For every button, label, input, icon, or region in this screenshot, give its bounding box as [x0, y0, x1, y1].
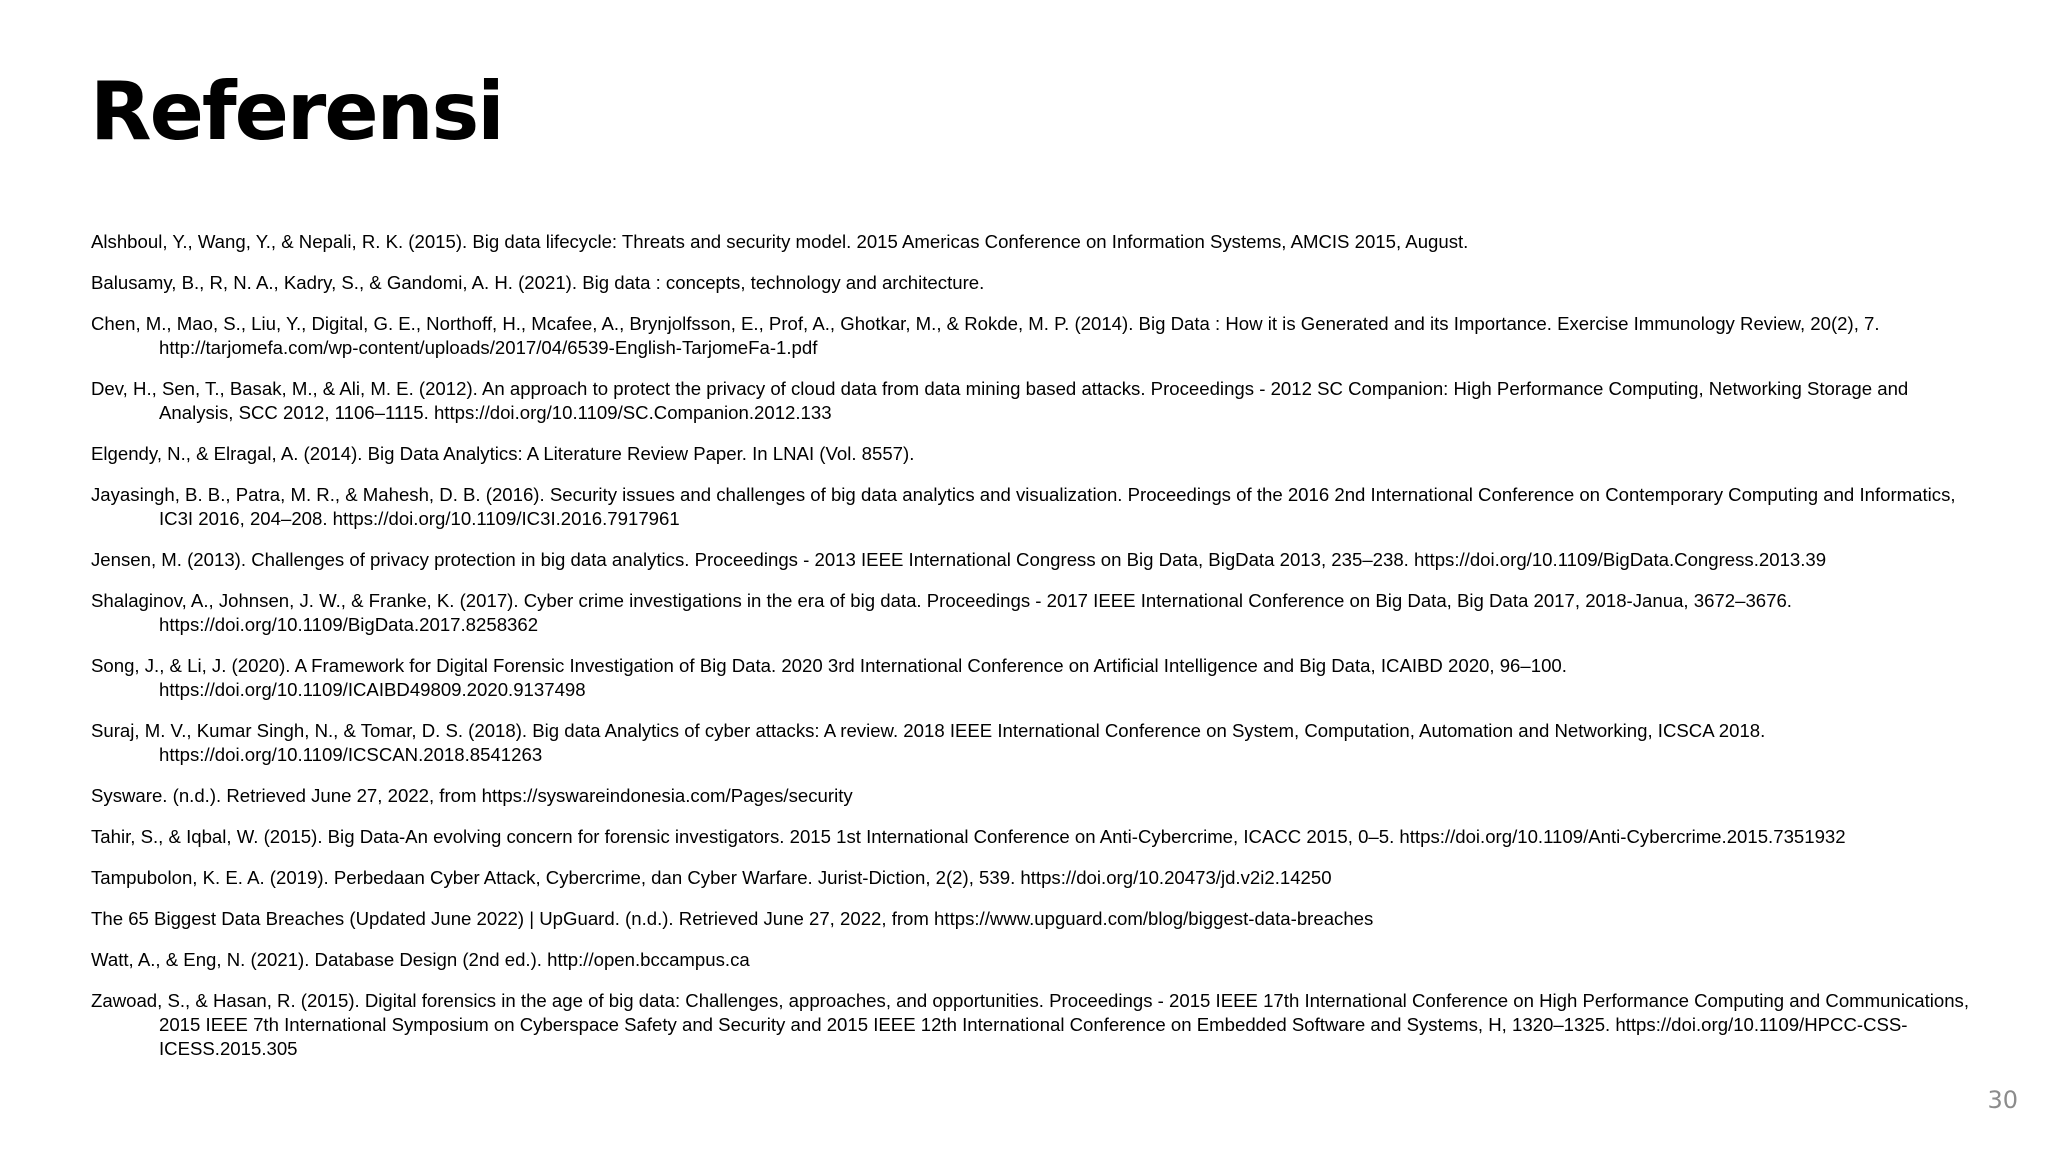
reference-item: Elgendy, N., & Elragal, A. (2014). Big Data Analytics: A Literature Review Paper. In LNAI (Vol. 8557).	[91, 443, 915, 464]
reference-item: Balusamy, B., R, N. A., Kadry, S., & Gandomi, A. H. (2021). Big data : concepts, technology and architecture.	[91, 272, 985, 293]
reference-item: Watt, A., & Eng, N. (2021). Database Design (2nd ed.). http://open.bccampus.ca	[91, 949, 750, 970]
reference-item: Suraj, M. V., Kumar Singh, N., & Tomar, D. S. (2018). Big data Analytics of cyber attacks: A review. 2018 IEEE International Conference on System, Computation, Automation and Networking, ICSCA 2018. https://doi.org/10.1109/ICSCAN.2018.8541263	[91, 720, 1766, 765]
slide-title: Referensi	[90, 65, 503, 158]
reference-item: Zawoad, S., & Hasan, R. (2015). Digital forensics in the age of big data: Challenges, approaches, and opportunities. Proceedings - 2015 IEEE 17th International Conference on High Performance Computing and Communications, 2015 IEEE 7th International Symposium on Cyberspace Safety and Security and 2015 IEEE 12th International Conference on Embedded Software and Systems, H, 1320–1325. https://doi.org/10.1109/HPCC-CSS-ICESS.2015.305	[91, 990, 1970, 1059]
reference-item: Song, J., & Li, J. (2020). A Framework for Digital Forensic Investigation of Big Data. 2020 3rd International Conference on Artificial Intelligence and Big Data, ICAIBD 2020, 96–100. https://doi.org/10.1109/ICAIBD49809.2020.9137498	[91, 655, 1567, 700]
reference-item: Tampubolon, K. E. A. (2019). Perbedaan Cyber Attack, Cybercrime, dan Cyber Warfare. Jurist-Diction, 2(2), 539. https://doi.org/10.20473/jd.v2i2.14250	[91, 867, 1332, 888]
reference-item: Tahir, S., & Iqbal, W. (2015). Big Data-An evolving concern for forensic investigators. 2015 1st International Conference on Anti-Cybercrime, ICACC 2015, 0–5. https://doi.org/10.1109/Anti-Cybercrime.2015.7351932	[91, 826, 1846, 847]
reference-item: Shalaginov, A., Johnsen, J. W., & Franke, K. (2017). Cyber crime investigations in the era of big data. Proceedings - 2017 IEEE International Conference on Big Data, Big Data 2017, 2018-Janua, 3672–3676. https://doi.org/10.1109/BigData.2017.8258362	[91, 590, 1792, 635]
reference-item: Sysware. (n.d.). Retrieved June 27, 2022, from https://syswareindonesia.com/Pages/security	[91, 785, 853, 806]
reference-item: The 65 Biggest Data Breaches (Updated June 2022) | UpGuard. (n.d.). Retrieved June 27, 2022, from https://www.upguard.com/blog/biggest-data-breaches	[91, 908, 1374, 929]
reference-item: Jensen, M. (2013). Challenges of privacy protection in big data analytics. Proceedings - 2013 IEEE International Congress on Big Data, BigData 2013, 235–238. https://doi.org/10.1109/BigData.Congress.2013.39	[91, 549, 1827, 570]
page-number: 30	[1987, 1086, 2018, 1114]
reference-item: Dev, H., Sen, T., Basak, M., & Ali, M. E. (2012). An approach to protect the privacy of cloud data from data mining based attacks. Proceedings - 2012 SC Companion: High Performance Computing, Networking Storage and Analysis, SCC 2012, 1106–1115. https://doi.org/10.1109/SC.Companion.2012.133	[91, 378, 1909, 423]
reference-item: Jayasingh, B. B., Patra, M. R., & Mahesh, D. B. (2016). Security issues and challenges of big data analytics and visualization. Proceedings of the 2016 2nd International Conference on Contemporary Computing and Informatics, IC3I 2016, 204–208. https://doi.org/10.1109/IC3I.2016.7917961	[91, 484, 1956, 529]
reference-item: Chen, M., Mao, S., Liu, Y., Digital, G. E., Northoff, H., Mcafee, A., Brynjolfsson, E., Prof, A., Ghotkar, M., & Rokde, M. P. (2014). Big Data : How it is Generated and its Importance. Exercise Immunology Review, 20(2), 7. http://tarjomefa.com/wp-content/uploads/2017/04/6539-English-TarjomeFa-1.pdf	[91, 313, 1880, 358]
reference-list	[91, 230, 1971, 1078]
reference-item: Alshboul, Y., Wang, Y., & Nepali, R. K. (2015). Big data lifecycle: Threats and security model. 2015 Americas Conference on Information Systems, AMCIS 2015, August.	[91, 231, 1469, 252]
